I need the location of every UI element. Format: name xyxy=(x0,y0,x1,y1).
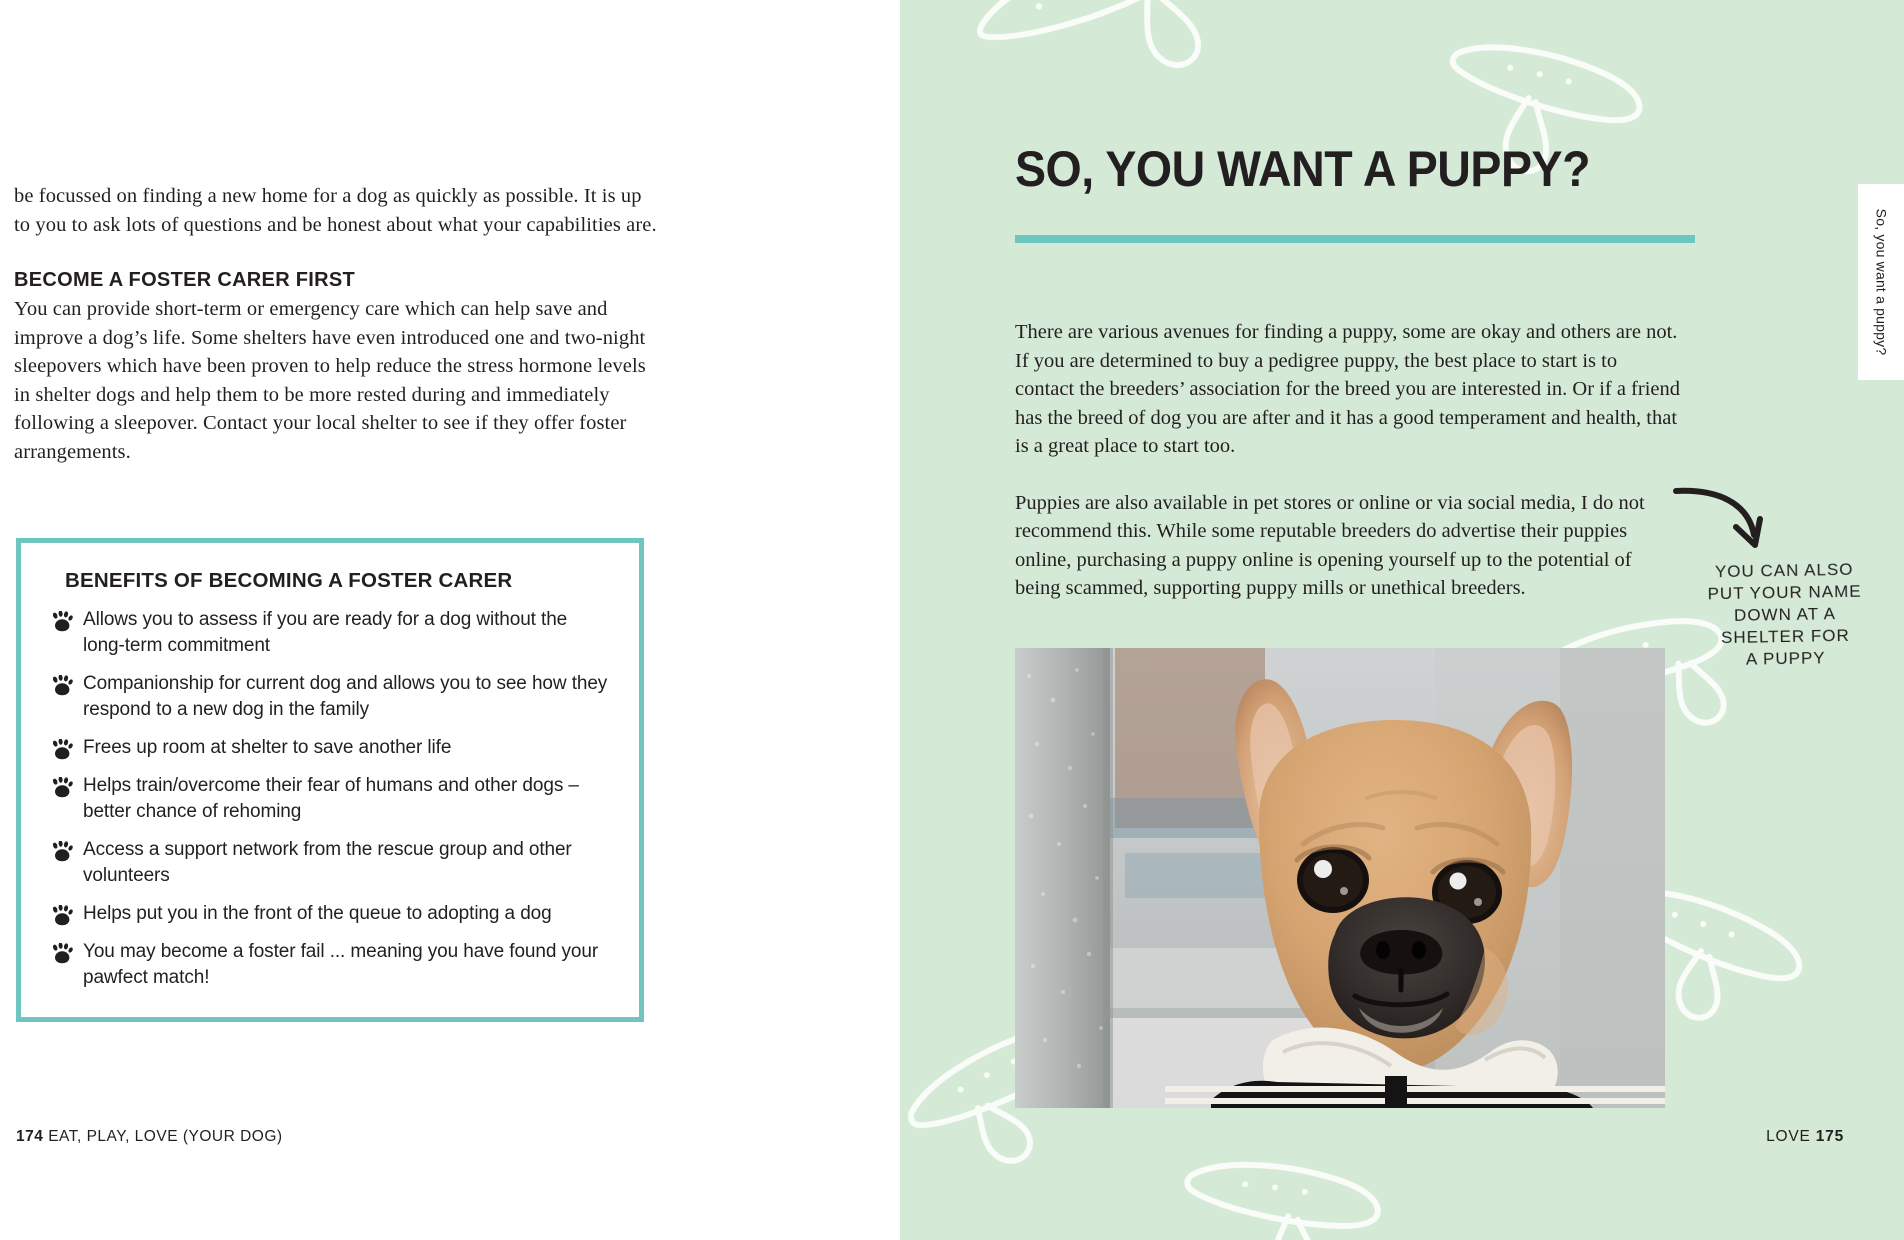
right-content-column xyxy=(1015,0,1775,1240)
paw-print-icon xyxy=(49,841,75,863)
benefits-box-title: BENEFITS OF BECOMING A FOSTER CARER xyxy=(65,569,513,592)
benefit-list-item xyxy=(49,837,613,889)
note-line-4: SHELTER FOR xyxy=(1720,625,1850,648)
benefit-list-item xyxy=(49,901,613,927)
page-title: SO, YOU WANT A PUPPY? xyxy=(1015,141,1591,197)
section-thumb-tab xyxy=(1858,184,1904,380)
right-body-text xyxy=(1015,318,1680,603)
paw-print-icon xyxy=(49,611,75,633)
foster-carer-paragraph: You can provide short-term or emergency care which can help save and improve a dog’s life. Some shelters have even introduced one and two-night sleepovers which have been proven to help reduce the stress hormone levels in shelter dogs and help them to be more rested during and immediately following a sleepover. Contact your local shelter to see if they offer foster arrangements. xyxy=(14,298,646,463)
continuation-paragraph: be focussed on finding a new home for a dog as quickly as possible. It is up to you to ask lots of questions and be honest about what your capabilities are. xyxy=(14,185,657,236)
left-page-number: 174 xyxy=(16,1128,44,1145)
benefit-list-item-text: Helps train/overcome their fear of humans and other dogs – better chance of rehoming xyxy=(83,775,579,822)
right-paragraph-1: There are various avenues for finding a puppy, some are okay and others are not. If you are determined to buy a pedigree puppy, the best place to start is to contact the breeders’ association for the breed you are interested in. Or if a friend has the breed of dog you are after and it has a good temperament and health, that is a great place to start too. xyxy=(1015,321,1681,457)
paw-print-icon xyxy=(49,739,75,761)
benefit-list-item xyxy=(49,773,613,825)
note-line-3: DOWN AT A xyxy=(1733,604,1837,625)
paw-print-icon xyxy=(49,943,75,965)
paw-print-icon xyxy=(49,675,75,697)
handwritten-note xyxy=(1694,558,1876,671)
right-page-number: 175 xyxy=(1815,1128,1844,1145)
section-thumb-tab-label: So, you want a puppy? xyxy=(1873,208,1890,356)
paw-print-icon xyxy=(49,905,75,927)
left-page-footer xyxy=(16,1128,283,1146)
right-footer-section: LOVE xyxy=(1766,1128,1811,1145)
benefit-list-item xyxy=(49,735,613,761)
curved-arrow-icon xyxy=(1672,483,1792,568)
paw-print-icon xyxy=(49,905,75,927)
right-page-footer xyxy=(1766,1128,1844,1146)
benefits-list xyxy=(49,607,613,991)
left-footer-book-title: EAT, PLAY, LOVE (YOUR DOG) xyxy=(48,1128,283,1145)
benefit-list-item-text: Companionship for current dog and allows you to see how they respond to a new dog in the family xyxy=(83,673,608,720)
benefit-list-item-text: Allows you to assess if you are ready for a dog without the long-term commitment xyxy=(83,609,568,656)
paw-print-icon xyxy=(49,943,75,965)
paw-print-icon xyxy=(49,611,75,633)
paw-print-icon xyxy=(49,675,75,697)
paw-print-icon xyxy=(49,777,75,799)
paw-print-icon xyxy=(49,841,75,863)
benefit-list-item-text: Helps put you in the front of the queue to adopting a dog xyxy=(83,903,552,924)
puppy-photo xyxy=(1015,648,1665,1108)
paw-print-icon xyxy=(49,777,75,799)
left-column xyxy=(14,182,662,466)
benefit-list-item xyxy=(49,671,613,723)
benefit-list-item-text: Frees up room at shelter to save another life xyxy=(83,737,452,758)
puppy-photo-illustration xyxy=(1015,648,1665,1108)
note-line-5: A PUPPY xyxy=(1745,648,1826,669)
note-line-2: PUT YOUR NAME xyxy=(1707,581,1862,604)
right-paragraph-2: Puppies are also available in pet stores or online or via social media, I do not recommend this. While some reputable breeders do advertise their puppies online, purchasing a puppy online is opening yourself up to the potential of being scammed, supporting puppy mills or unethical breeders. xyxy=(1015,491,1645,599)
paw-print-icon xyxy=(49,739,75,761)
left-page xyxy=(0,0,900,1240)
note-line-1: YOU CAN ALSO xyxy=(1714,559,1854,582)
benefit-list-item-text: Access a support network from the rescue group and other volunteers xyxy=(83,839,572,886)
benefit-list-item-text: You may become a foster fail ... meaning you have found your pawfect match! xyxy=(83,941,599,988)
benefits-callout-box xyxy=(16,538,644,1022)
subheading-become-foster-carer: BECOME A FOSTER CARER FIRST xyxy=(14,269,356,291)
benefit-list-item xyxy=(49,607,613,659)
title-underline-rule xyxy=(1015,235,1695,243)
benefit-list-item xyxy=(49,939,613,991)
